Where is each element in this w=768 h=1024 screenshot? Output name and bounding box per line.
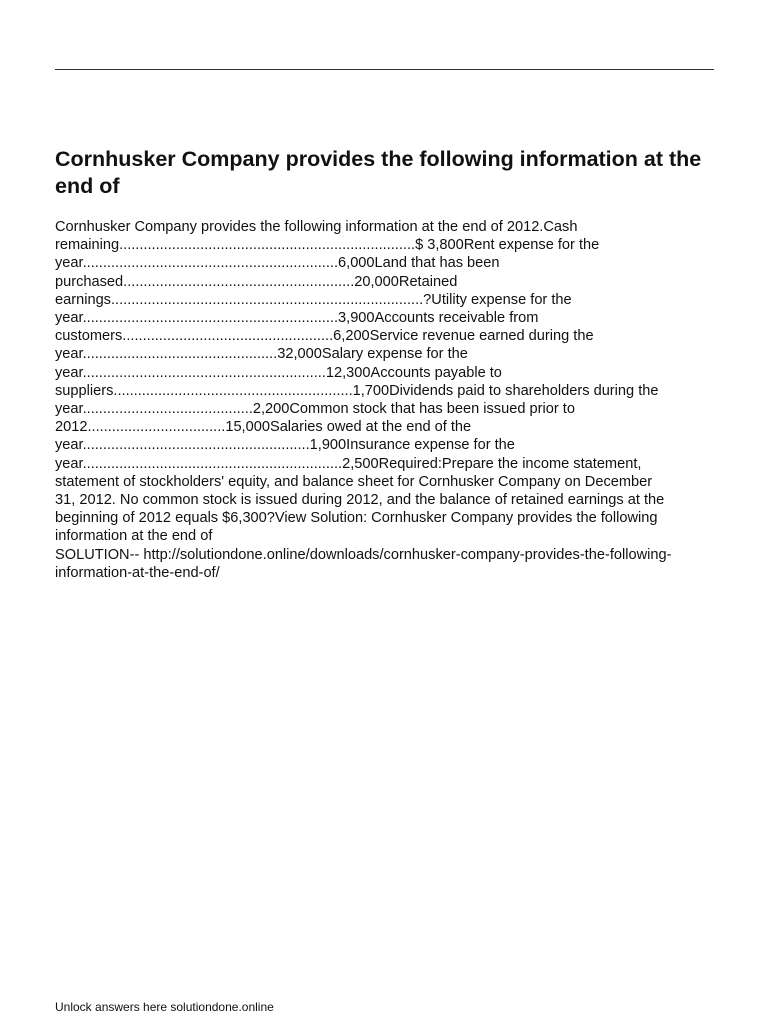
- body-line: year...............................................................6,000Land that has been: [55, 255, 500, 272]
- body-line: year................................................................2,500Required:Prepare the income statement,: [55, 455, 642, 472]
- body-line: 2012..................................15,000Salaries owed at the end of the: [55, 419, 472, 436]
- body-line: year........................................................1,900Insurance expense for the: [55, 437, 515, 454]
- body-line: 31, 2012. No common stock is issued during 2012, and the balance of retained earnings at the: [55, 492, 665, 509]
- document-body: [55, 218, 723, 582]
- document-title: Cornhusker Company provides the following information at the end of: [55, 147, 702, 198]
- body-line: customers....................................................6,200Service revenue earned during the: [55, 328, 594, 345]
- body-line: year..........................................2,200Common stock that has been issued prior to: [55, 401, 575, 418]
- body-line: beginning of 2012 equals $6,300?View Solution: Cornhusker Company provides the following: [55, 510, 658, 527]
- body-line: information at the end of: [55, 528, 213, 545]
- solution-link[interactable]: SOLUTION-- http://solutiondone.online/downloads/cornhusker-company-provides-the-following-: [55, 546, 672, 563]
- body-line: purchased.........................................................20,000Retained: [55, 273, 458, 290]
- body-line: suppliers...........................................................1,700Dividends paid to shareholders during the: [55, 382, 659, 399]
- body-line: year............................................................12,300Accounts payable to: [55, 364, 502, 381]
- footer-text: Unlock answers here solutiondone.online: [55, 1000, 274, 1014]
- solution-link-continued[interactable]: information-at-the-end-of/: [55, 564, 220, 581]
- header-rule: [55, 69, 714, 70]
- body-line: statement of stockholders' equity, and balance sheet for Cornhusker Company on December: [55, 473, 653, 490]
- body-line: Cornhusker Company provides the following information at the end of 2012.Cash: [55, 219, 578, 235]
- body-line: year...............................................................3,900Accounts receivable from: [55, 310, 539, 327]
- body-line: earnings.............................................................................?Utility expense for the: [55, 291, 572, 308]
- body-line: year................................................32,000Salary expense for the: [55, 346, 468, 363]
- body-line: remaining.........................................................................$ 3,800Rent expense for the: [55, 237, 600, 254]
